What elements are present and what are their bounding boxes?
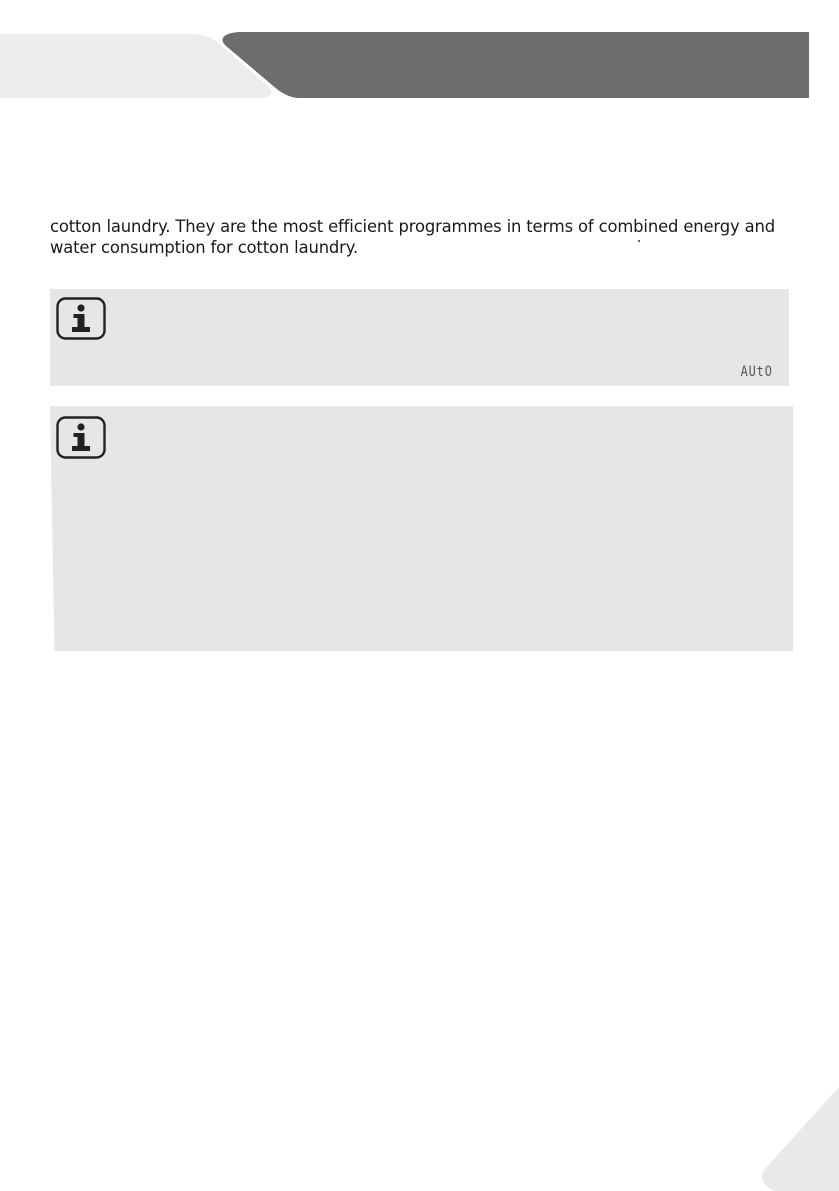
body-line-1: cotton laundry. They are the most efficient programmes in terms of combined energy and [50,217,775,236]
header-tab-dark [220,32,809,98]
info-icon [56,416,106,459]
info-box-1 [50,289,789,386]
info-box-2 [50,406,793,651]
display-readout: AUtO [740,364,773,380]
body-line-2: water consumption for cotton laundry. [50,238,359,257]
body-paragraph [50,216,795,258]
stray-mark [638,240,640,242]
info-icon [56,297,106,340]
page-corner-tab [759,1087,839,1191]
